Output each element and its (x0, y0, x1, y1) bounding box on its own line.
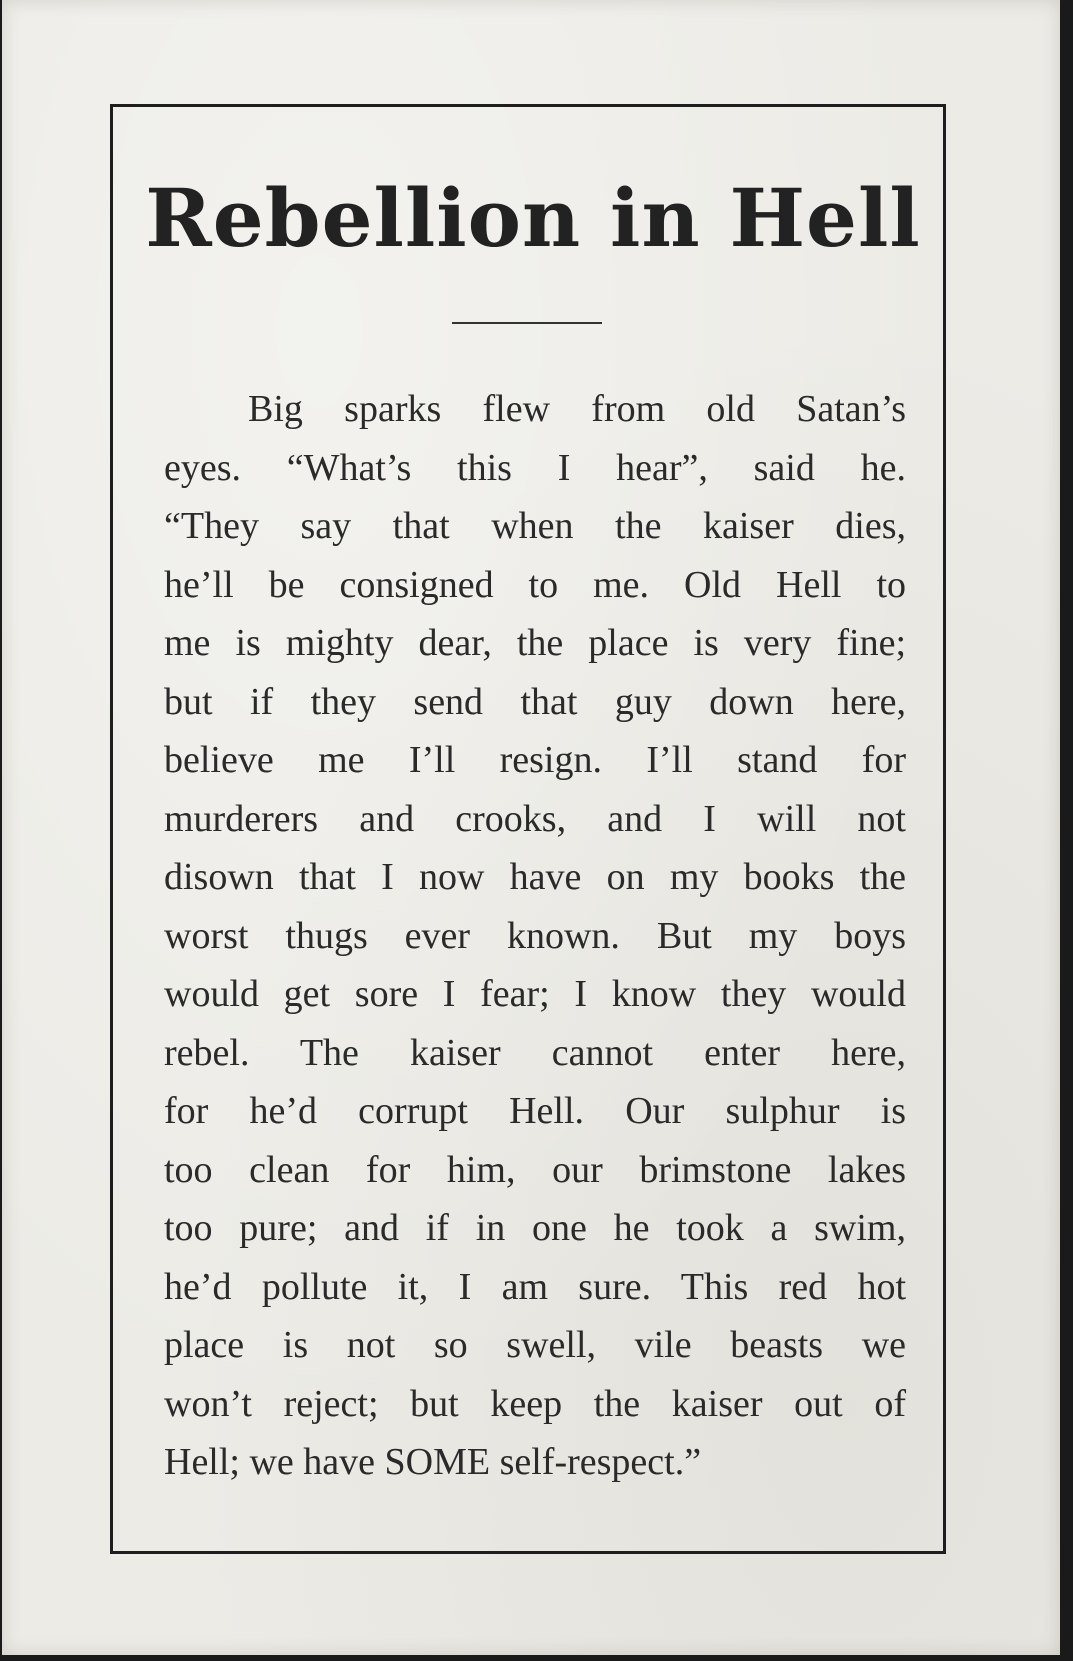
poem-line: too clean for him, our brimstone lakes (164, 1148, 906, 1191)
poem-line: murderers and crooks, and I will not (164, 797, 906, 840)
poem-line: worst thugs ever known. But my boys (164, 914, 906, 957)
poem-line: me is mighty dear, the place is very fine; (164, 622, 906, 664)
page-title: Rebellion in Hell (145, 171, 921, 265)
poem-line: rebel. The kaiser cannot enter here, (164, 1031, 906, 1074)
poem-line: would get sore I fear; I know they would (164, 973, 906, 1015)
poem-line: place is not so swell, vile beasts we (164, 1324, 906, 1366)
title-divider (452, 322, 602, 324)
poem-line: believe me I’ll resign. I’ll stand for (164, 739, 906, 781)
poem-line: won’t reject; but keep the kaiser out of (164, 1382, 906, 1425)
poem-line: for he’d corrupt Hell. Our sulphur is (164, 1090, 906, 1132)
poem-line: but if they send that guy down here, (164, 680, 906, 723)
poem-line: Big sparks flew from old Satan’s (248, 388, 906, 430)
poem-line: disown that I now have on my books the (164, 856, 906, 898)
poem-line: too pure; and if in one he took a swim, (164, 1207, 906, 1249)
poem-body (164, 380, 906, 1492)
poem-line: he’ll be consigned to me. Old Hell to (164, 563, 906, 606)
poem-line: “They say that when the kaiser dies, (164, 505, 906, 547)
poem-line: eyes. “What’s this I hear”, said he. (164, 446, 906, 489)
poem-line: he’d pollute it, I am sure. This red hot (164, 1265, 906, 1308)
postcard (2, 0, 1060, 1655)
poem-line: Hell; we have SOME self-respect.” (164, 1441, 702, 1483)
